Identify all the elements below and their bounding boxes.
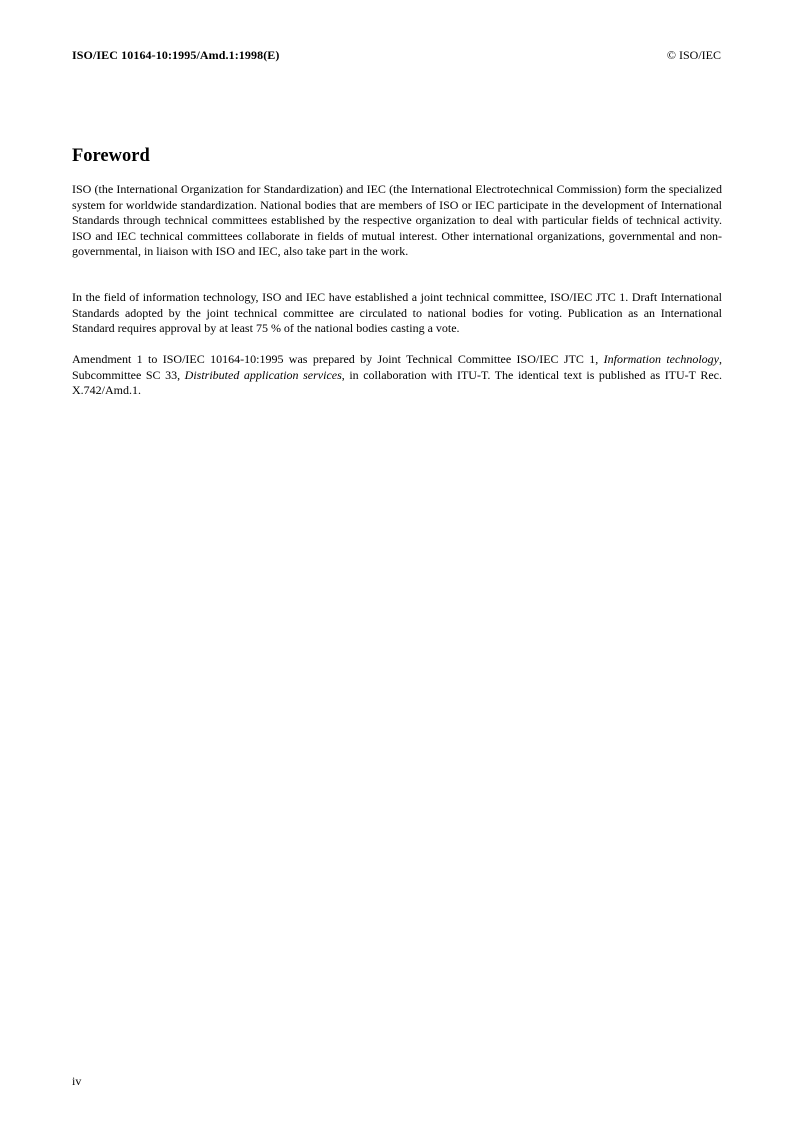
page-number: iv	[72, 1074, 82, 1088]
foreword-paragraph-1: ISO (the International Organization for Standardization) and IEC (the International Electrotechnical Commission) form the specialized system for worldwide standardization. National bodies that are members of ISO or IEC participate in the development of International Standards through technical committees established by the respective organization to deal with particular fields of technical activity. ISO and IEC technical committees collaborate in fields of mutual interest. Other international organizations, governmental and non-governmental, in liaison with ISO and IEC, also take part in the work.	[72, 182, 722, 259]
paragraph-3-text-c: , in collaboration with ITU-T. The identical text is published as ITU-T Rec. X.742/Amd.1.	[72, 367, 723, 398]
committee-name-italic: Information technology	[603, 352, 719, 366]
paragraph-3-text-a: Amendment 1 to ISO/IEC 10164-10:1995 was prepared by Joint Technical Committee ISO/IEC JTC 1,	[72, 352, 604, 366]
copyright-notice: © ISO/IEC	[666, 48, 721, 62]
document-identifier: ISO/IEC 10164-10:1995/Amd.1:1998(E)	[72, 48, 280, 62]
foreword-paragraph-2: In the field of information technology, ISO and IEC have established a joint technical committee, ISO/IEC JTC 1. Draft International Standards adopted by the joint technical committee are circulated to national bodies for voting. Publication as an International Standard requires approval by at least 75 % of the national bodies casting a vote.	[72, 290, 722, 336]
subcommittee-name-italic: Distributed application services	[184, 367, 342, 382]
page-title: Foreword	[72, 146, 150, 166]
foreword-paragraph-3	[72, 352, 722, 399]
paragraph-3-text-b: , Subcommittee SC 33,	[72, 352, 722, 382]
